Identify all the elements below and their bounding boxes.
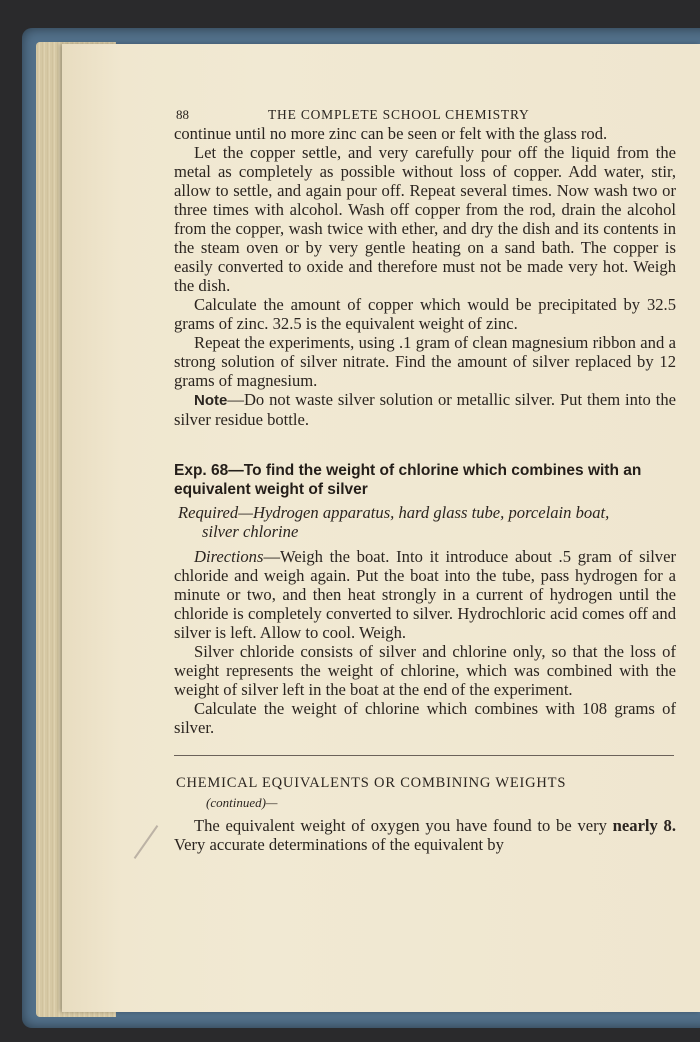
note-paragraph	[174, 390, 676, 429]
continued-label: (continued)—	[206, 795, 278, 810]
paragraph: continue until no more zinc can be seen or felt with the glass rod.	[174, 124, 608, 143]
paragraph: Calculate the amount of copper which would be precipitated by 32.5 grams of zinc. 32.5 is the equivalent weight of zinc.	[174, 295, 676, 333]
page-number: 88	[176, 107, 189, 122]
section-heading: CHEMICAL EQUIVALENTS OR COMBINING WEIGHTS	[176, 775, 567, 791]
directions-text: —Weigh the boat. Into it introduce about .5 gram of silver chloride and weigh again. Put the boat into the tube, pass hydrogen for a minute or two, and then heat strongly in a current of hydrogen until the chloride is completely converted to silver. Hydrochloric acid comes off and silver is left. Allow to cool. Weigh.	[174, 547, 676, 642]
directions-paragraph	[174, 547, 676, 642]
section-text-bold: nearly 8.	[612, 816, 677, 835]
required-line: silver chlorine	[202, 522, 299, 541]
note-label: Note	[194, 392, 228, 409]
page-text	[174, 100, 676, 854]
section-text: Very accurate determinations of the equivalent by	[174, 835, 504, 854]
directions-label: Directions	[194, 547, 264, 566]
required-line: Required—Hydrogen apparatus, hard glass tube, porcelain boat,	[178, 503, 610, 522]
required-list	[174, 503, 676, 541]
experiment-heading: Exp. 68—To find the weight of chlorine which combines with an equivalent weight of silver	[174, 462, 642, 498]
paragraph: Calculate the weight of chlorine which combines with 108 grams of silver.	[174, 699, 676, 737]
paragraph: Repeat the experiments, using .1 gram of clean magnesium ribbon and a strong solution of silver nitrate. Find the amount of silver replaced by 12 grams of magnesium.	[174, 333, 676, 390]
running-title: THE COMPLETE SCHOOL CHEMISTRY	[268, 107, 530, 122]
section-text: The equivalent weight of oxygen you have found to be very	[194, 816, 607, 835]
paragraph: Silver chloride consists of silver and chlorine only, so that the loss of weight represents the weight of chlorine, which was combined with the weight of silver left in the boat at the end of the experiment.	[174, 642, 676, 699]
running-head	[174, 100, 676, 122]
section-paragraph	[174, 816, 676, 854]
note-text: —Do not waste silver solution or metallic silver. Put them into the silver residue bottle.	[174, 390, 676, 429]
paragraph: Let the copper settle, and very carefully pour off the liquid from the metal as completely as possible without loss of copper. Add water, stir, allow to settle, and again pour off. Repeat several times. Now wash two or three times with alcohol. Wash off copper from the rod, drain the alcohol from the copper, wash twice with ether, and dry the dish and its contents in the steam oven or by very gentle heating on a sand bath. The copper is easily converted to oxide and therefore must not be made very hot. Weigh the dish.	[174, 143, 676, 295]
section-divider	[174, 755, 674, 756]
